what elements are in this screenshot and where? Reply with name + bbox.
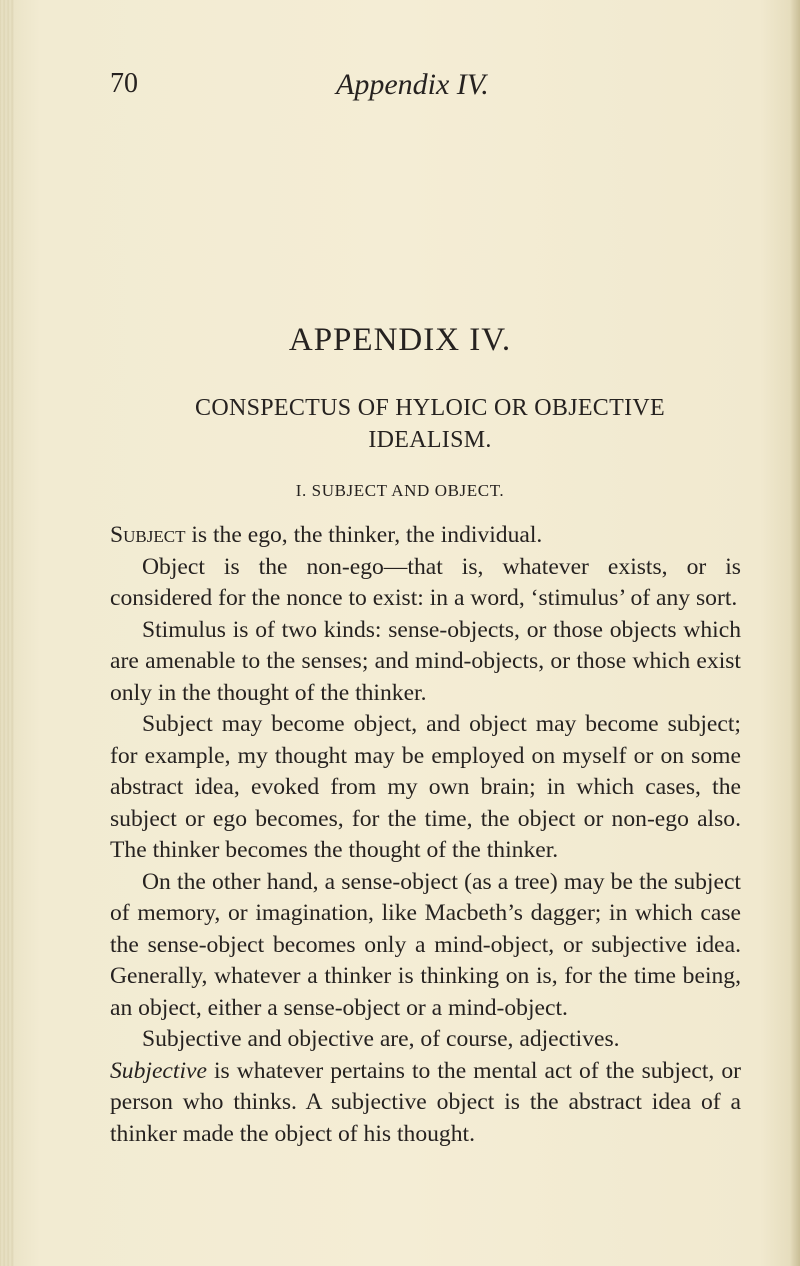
appendix-subtitle xyxy=(130,392,730,456)
running-head xyxy=(110,68,730,108)
subtitle-line-2: IDEALISM. xyxy=(368,427,492,453)
page-number: 70 xyxy=(110,68,138,99)
paragraph-object: Object is the non-ego—that is, whatever exists, or is considered for the nonce to exist: in a word, ‘stimulus’ of any sort. xyxy=(110,553,741,611)
appendix-title: APPENDIX IV. xyxy=(288,322,512,358)
section-heading: I. SUBJECT AND OBJECT. xyxy=(295,481,505,500)
paragraph-adjectives: Subjective and objective are, of course, adjectives. xyxy=(142,1026,620,1052)
paragraph-text: is the ego, the thinker, the individual. xyxy=(185,522,543,548)
body-text xyxy=(110,520,741,1150)
paragraph-subjective xyxy=(110,1056,741,1151)
page-edge xyxy=(790,0,800,1266)
paragraph-stimulus: Stimulus is of two kinds: sense-objects, or those objects which are amenable to the senses; and mind-objects, or those which exist only in the thought of the thinker. xyxy=(110,616,741,706)
paragraph-lead-subjective: Subjective xyxy=(110,1057,207,1084)
paragraph-sense-object: On the other hand, a sense-object (as a tree) may be the subject of memory, or imagination, like Macbeth’s dagger; in which case the sense-object becomes only a mind-object, or subjective idea. Generally, whatever a thinker is thinking on is, for the time being, an object, either a sense-object or a mind-object. xyxy=(110,868,741,1021)
subtitle-line-1: CONSPECTUS OF HYLOIC OR OBJECTIVE xyxy=(195,395,665,421)
running-title: Appendix IV. xyxy=(336,68,489,101)
paragraph-lead-subject: Subject xyxy=(110,522,186,548)
paragraph-text: is whatever pertains to the mental act of the subject, or person who thinks. A subjective object is the abstract idea of a thinker made the object of his thought. xyxy=(110,1057,741,1147)
paragraph-subject xyxy=(110,520,741,552)
page-gutter xyxy=(0,0,14,1266)
paragraph-subject-object: Subject may become object, and object may become subject; for example, my thought may be employed on myself or on some abstract idea, evoked from my own brain; in which cases, the subject or ego becomes, for the time, the object or non-ego also. The thinker becomes the thought of the thinker. xyxy=(110,711,741,863)
